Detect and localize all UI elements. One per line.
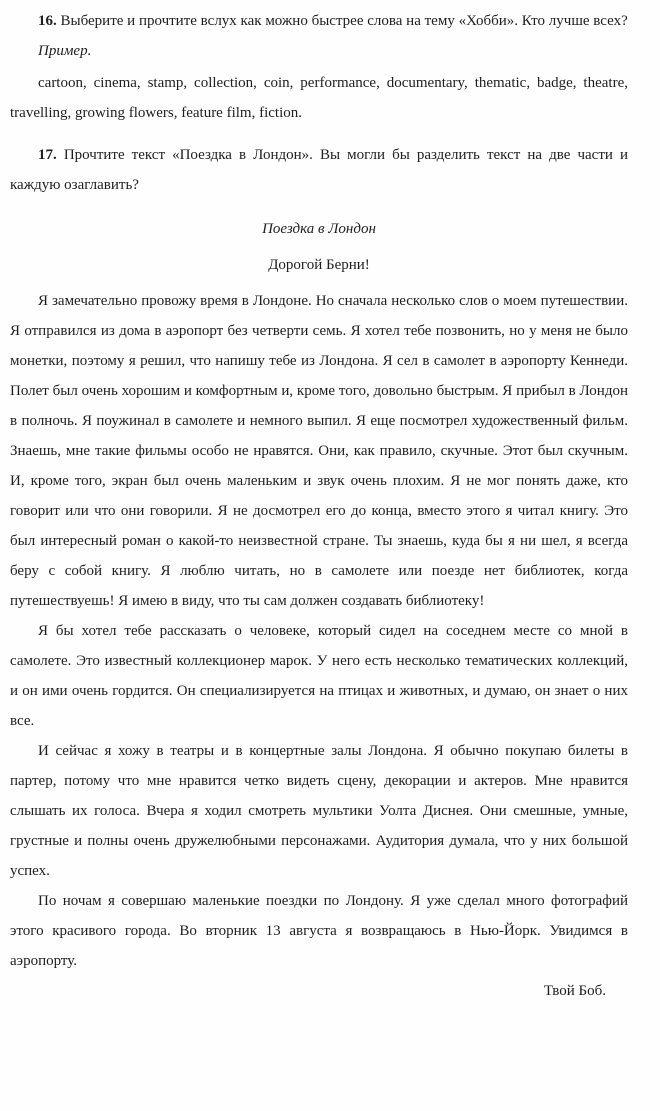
example-label: Пример. (38, 43, 92, 59)
letter-paragraph: Я замечательно провожу время в Лондоне. Но сначала несколько слов о моем путешествии. Я отправился из дома в аэропорт без четверти семь. Я хотел тебе позвонить, но у меня не было монетки, поэтому я решил, что напишу тебе из Лондона. Я сел в самолет в аэропорту Кеннеди. Полет был очень хорошим и комфортным и, кроме того, довольно быстрым. Я прибыл в Лондон в полночь. Я поужинал в самолете и немного выпил. Я еще посмотрел художественный фильм. Знаешь, мне такие фильмы особо не нравятся. Они, как правило, скучные. Этот был скучным. И, кроме того, экран был очень маленьким и звук очень плохим. Я не мог понять даже, кто говорит или что они говорили. Я не досмотрел его до конца, вместо этого я читал книгу. Это был интересный роман о какой-то неизвестной стране. Ты знаешь, куда бы я ни шел, я всегда беру с собой книгу. Я люблю читать, но в самолете или поезде нет библиотек, когда путешествуешь! Я имею в виду, что ты сам должен создавать библиотеку! (10, 293, 628, 609)
exercise-17 (10, 140, 628, 200)
letter-salutation: Дорогой Берни! (268, 257, 370, 273)
letter-paragraph: Я бы хотел тебе рассказать о человеке, который сидел на соседнем месте со мной в самолете. Это известный коллекционер марок. У него есть несколько тематических коллекций, и он ими очень гордится. Он специализируется на птицах и животных, и думаю, он знает о них все. (10, 623, 628, 729)
exercise-17-text: Прочтите текст «Поездка в Лондон». Вы могли бы разделить текст на две части и каждую озаглавить? (10, 147, 629, 193)
exercise-17-number: 17. (38, 147, 57, 163)
letter-paragraph: И сейчас я хожу в театры и в концертные залы Лондона. Я обычно покупаю билеты в партер, потому что мне нравится четко видеть сцену, декорации и актеров. Мне нравится слышать их голоса. Вчера я ходил смотреть мультики Уолта Диснея. Они смешные, умные, грустные и полны очень дружелюбными персонажами. Аудитория думала, что у них большой успех. (10, 743, 628, 879)
letter-signature: Твой Боб. (543, 983, 606, 999)
exercise-16 (10, 6, 628, 36)
letter-paragraph: По ночам я совершаю маленькие поездки по Лондону. Я уже сделал много фотографий этого красивого города. Во вторник 13 августа я возвращаюсь в Нью-Йорк. Увидимся в аэропорту. (10, 893, 628, 969)
example-word-list: cartoon, cinema, stamp, collection, coin, performance, documentary, thematic, badge, theatre, travelling, growing flowers, feature film, fiction. (10, 75, 628, 121)
letter-body (10, 286, 628, 976)
exercise-16-number: 16. (38, 13, 57, 29)
exercise-16-text: Выберите и прочтите вслух как можно быстрее слова на тему «Хобби». Кто лучше всех? (60, 13, 628, 29)
letter-title: Поездка в Лондон (262, 221, 376, 237)
